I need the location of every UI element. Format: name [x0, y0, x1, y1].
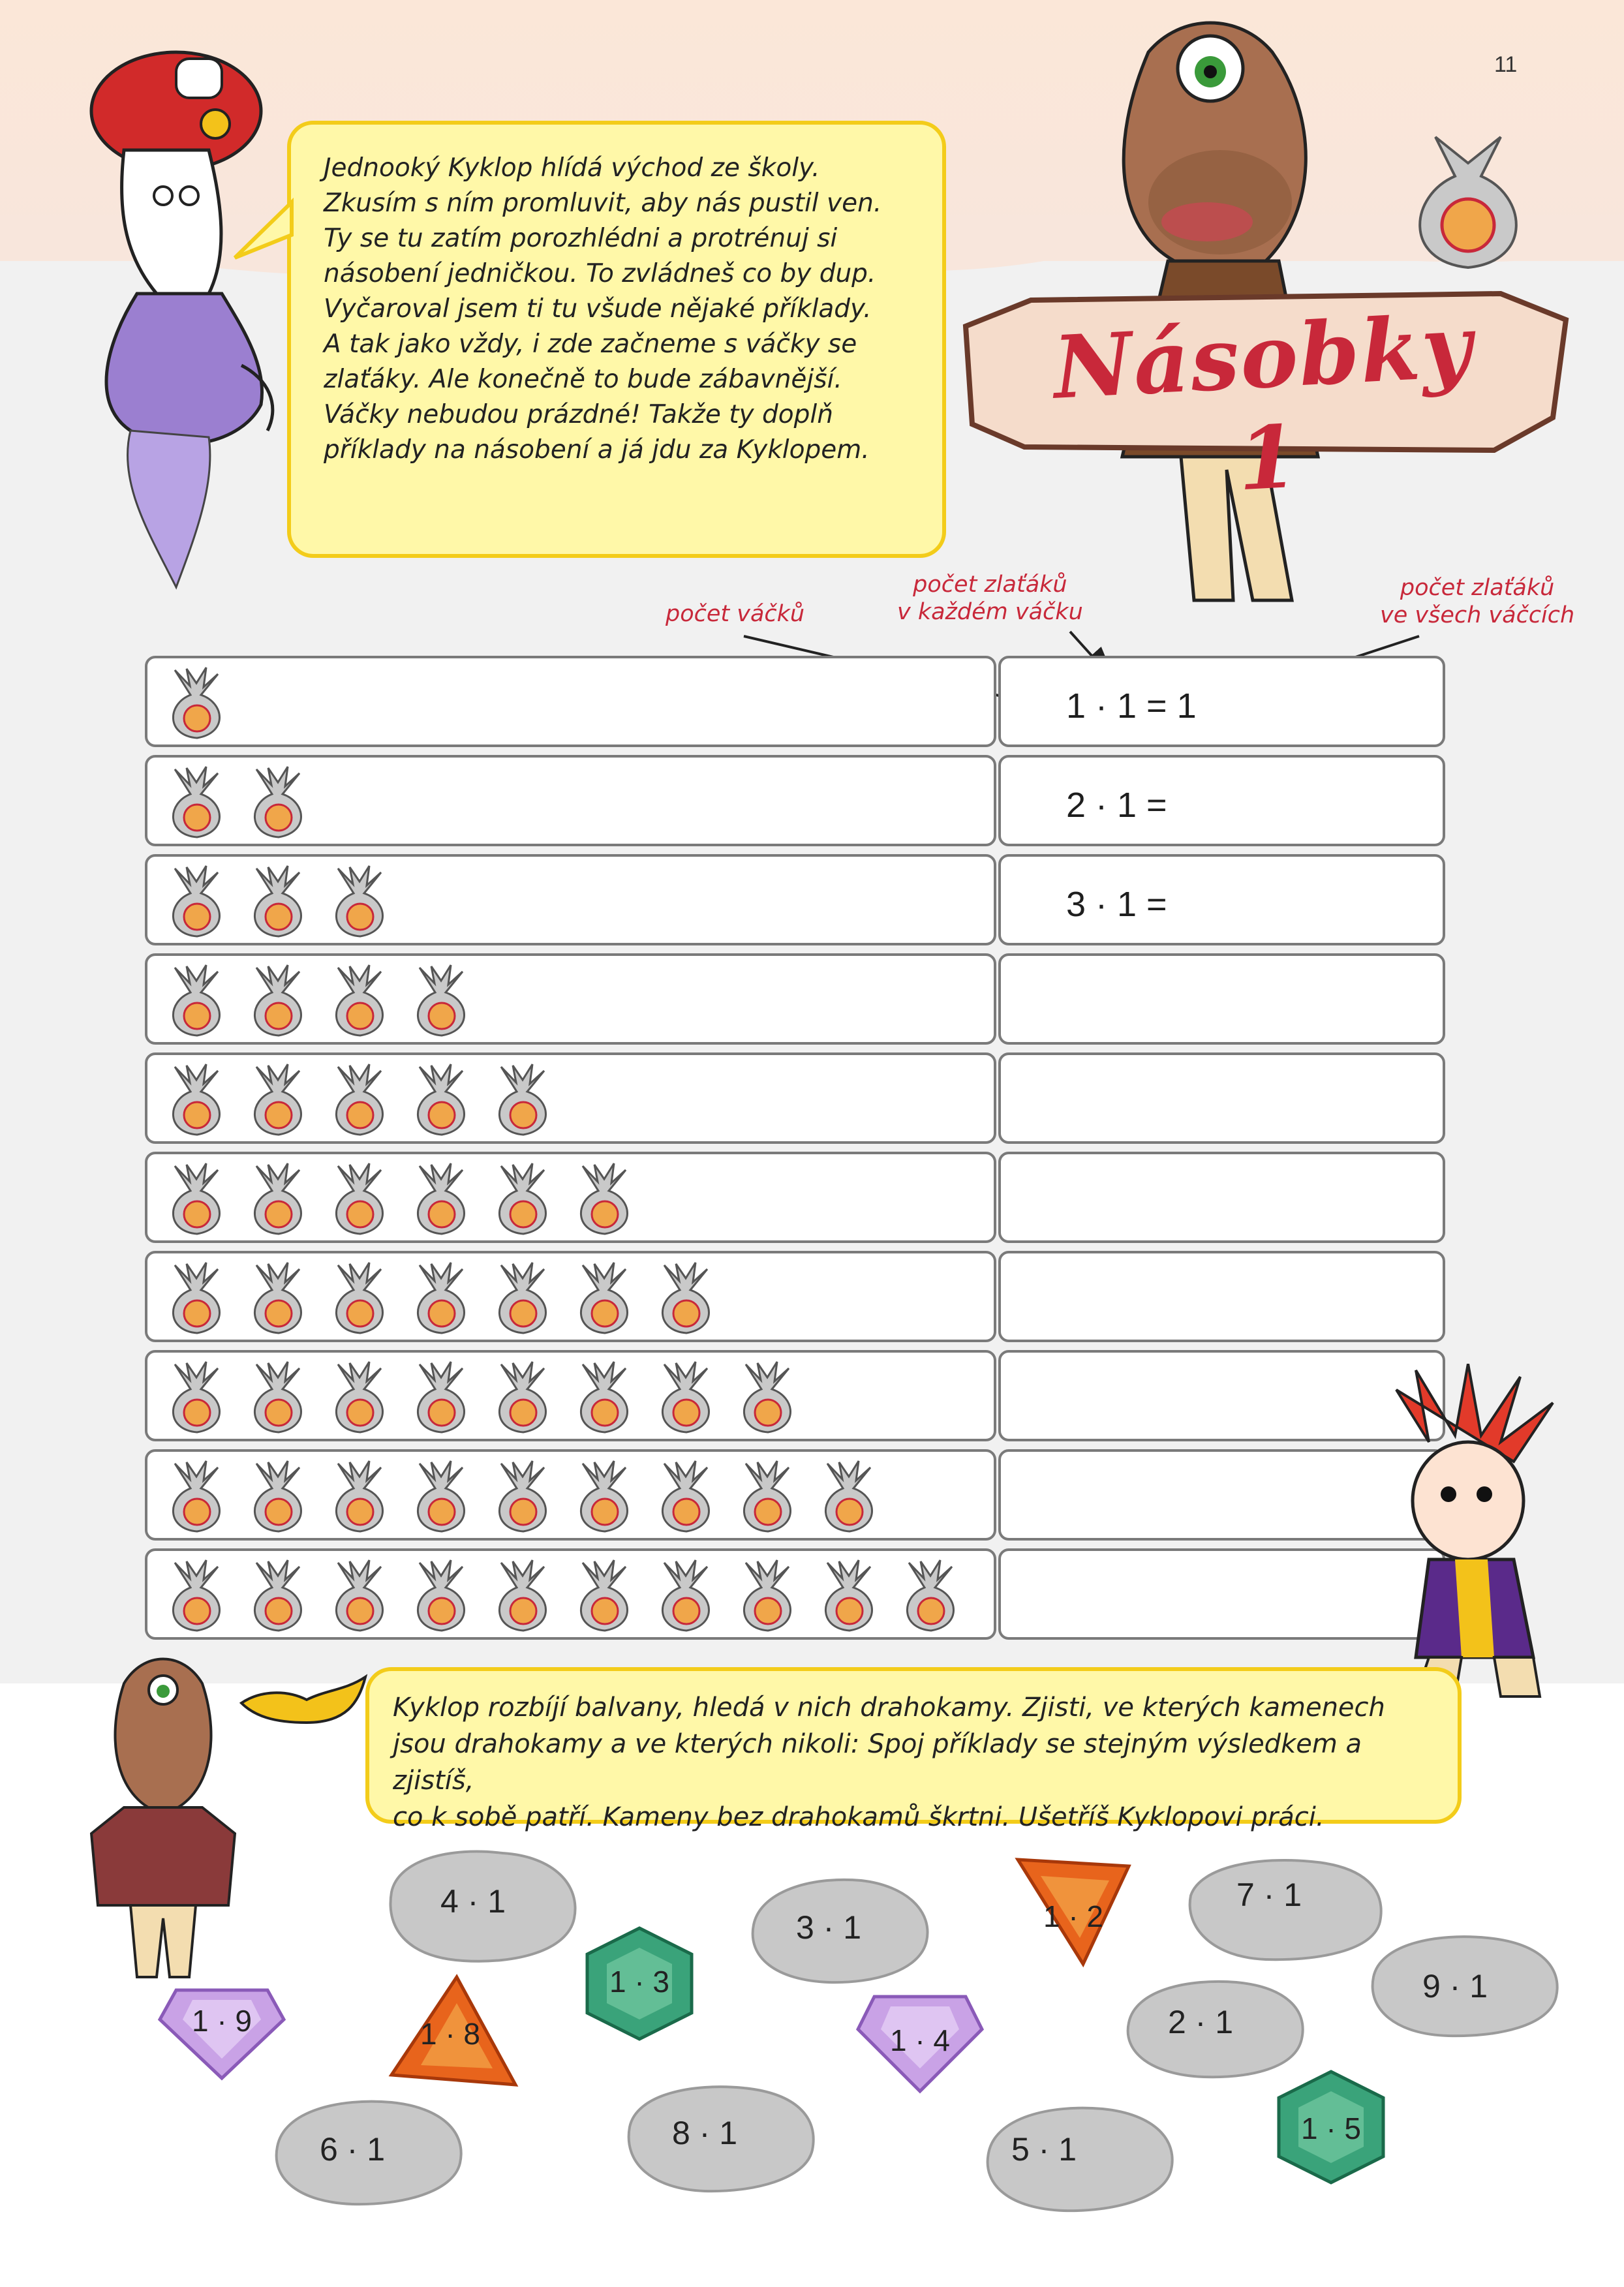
money-bag-icon: [405, 1458, 477, 1537]
money-bag-icon: [161, 764, 232, 842]
bag-row: [145, 1449, 996, 1541]
intro-line: Váčky nebudou prázdné! Takže ty doplň: [324, 400, 833, 429]
money-bag-icon: [487, 1558, 559, 1636]
bag-row: [145, 1350, 996, 1441]
bag-row: [145, 854, 996, 945]
answer-cell[interactable]: [998, 656, 1445, 747]
bag-row: [145, 1251, 996, 1342]
money-bag-icon: [161, 1062, 232, 1140]
answer-cell[interactable]: [998, 1251, 1445, 1342]
money-bag-icon: [242, 962, 314, 1041]
answer-cell[interactable]: [998, 854, 1445, 945]
money-bag-icon: [324, 1161, 395, 1239]
money-bag-icon: [487, 1359, 559, 1437]
gem-label-1x8: 1 · 8: [420, 2017, 481, 2051]
answer-cell[interactable]: [998, 1152, 1445, 1243]
stone-label-3x1: 3 · 1: [795, 1909, 862, 1946]
small-cyclops-illustration: [65, 1644, 261, 1984]
money-bag-icon: [161, 962, 232, 1041]
boy-illustration: [1344, 1364, 1605, 1703]
money-bag-icon: [487, 1062, 559, 1140]
money-bag-icon: [650, 1260, 722, 1338]
money-bag-icon: [242, 1260, 314, 1338]
equation-text: 2 · 1 =: [1066, 786, 1167, 825]
intro-line: Vyčaroval jsem ti tu všude nějaké příklady.: [324, 294, 872, 324]
gem-label-1x3: 1 · 3: [609, 1965, 670, 1999]
page-title: Násobky 1: [1050, 296, 1476, 511]
bag-row: [145, 953, 996, 1045]
gem-label-1x5: 1 · 5: [1300, 2111, 1362, 2145]
money-bag-icon: [324, 1062, 395, 1140]
money-bag-icon: [731, 1359, 803, 1437]
money-bag-icon: [405, 1359, 477, 1437]
stone-label-2x1: 2 · 1: [1167, 2004, 1234, 2040]
money-bag-icon: [405, 1260, 477, 1338]
money-bag-icon: [161, 1458, 232, 1537]
gem-label-1x9: 1 · 9: [191, 2004, 253, 2038]
stone-label-7x1: 7 · 1: [1236, 1877, 1302, 1913]
stone-label-8x1: 8 · 1: [671, 2115, 738, 2151]
label-coins-per-bag-line: počet zlaťáků: [913, 572, 1067, 598]
money-bag-icon: [487, 1161, 559, 1239]
money-bag-icon: [813, 1558, 885, 1636]
money-bag-icon: [487, 1260, 559, 1338]
bag-row: [145, 1152, 996, 1243]
gem-label-1x4: 1 · 4: [889, 2023, 951, 2057]
label-coins-per-bag-line: v každém váčku: [897, 599, 1083, 625]
stone-label-4x1: 4 · 1: [440, 1883, 506, 1920]
money-bag-icon: [242, 863, 314, 942]
money-bag-icon: [813, 1458, 885, 1537]
equation-text: 1 · 1 = 1: [1066, 686, 1197, 726]
stone-label-5x1: 5 · 1: [1011, 2131, 1077, 2168]
money-bag-icon: [895, 1558, 966, 1636]
money-bag-icon: [650, 1359, 722, 1437]
money-bag-icon: [405, 962, 477, 1041]
task-line: co k sobě patří. Kameny bez drahokamů škrtni. Ušetříš Kyklopovi práci.: [393, 1802, 1325, 1832]
money-bag-icon: [731, 1558, 803, 1636]
money-bag-icon: [242, 1458, 314, 1537]
money-bag-icon: [405, 1161, 477, 1239]
bag-row: [145, 656, 996, 747]
money-bag-icon: [568, 1260, 640, 1338]
bag-row: [145, 1052, 996, 1144]
money-bag-icon: [242, 1062, 314, 1140]
magic-lamp-icon: [235, 1664, 372, 1736]
intro-line: příklady na násobení a já jdu za Kyklopem.: [324, 435, 870, 465]
money-bag-icon: [242, 764, 314, 842]
money-bag-icon: [487, 1458, 559, 1537]
gem-label-1x2: 1 · 2: [1043, 1899, 1104, 1933]
money-bag-icon: [324, 1458, 395, 1537]
answer-cell[interactable]: [998, 953, 1445, 1045]
intro-line: násobení jedničkou. To zvládneš co by dup.: [324, 259, 876, 288]
intro-line: zlaťáky. Ale konečně to bude zábavnější.: [324, 365, 842, 394]
money-bag-icon: [731, 1458, 803, 1537]
money-bag-icon: [650, 1558, 722, 1636]
page-number: 11: [1494, 52, 1518, 77]
answer-cell[interactable]: [998, 1052, 1445, 1144]
money-bag-icon: [242, 1558, 314, 1636]
money-bag-icon: [324, 962, 395, 1041]
label-coins-total-line: ve všech váčcích: [1380, 602, 1575, 628]
intro-line: Zkusím s ním promluvit, aby nás pustil ven.: [324, 189, 882, 218]
money-bag-icon: [568, 1558, 640, 1636]
money-bag-icon: [242, 1359, 314, 1437]
intro-line: Ty se tu zatím porozhlédni a protrénuj si: [324, 224, 838, 253]
money-bag-icon: [324, 863, 395, 942]
money-bag-icon: [405, 1558, 477, 1636]
money-bag-icon: [405, 1062, 477, 1140]
intro-line: Jednooký Kyklop hlídá východ ze školy.: [324, 153, 820, 183]
money-bag-icon: [324, 1558, 395, 1636]
label-coins-total-line: počet zlaťáků: [1400, 575, 1555, 601]
answer-cell[interactable]: [998, 755, 1445, 846]
task-line: jsou drahokamy a ve kterých nikoli: Spoj příklady se stejným výsledkem a zjistíš,: [393, 1729, 1362, 1796]
money-bag-icon: [161, 1260, 232, 1338]
money-bag-icon: [242, 1161, 314, 1239]
money-bag-icon: [161, 1359, 232, 1437]
money-bag-icon: [161, 1558, 232, 1636]
bag-row: [145, 755, 996, 846]
task-speech-bubble: [365, 1667, 1462, 1832]
task-line: Kyklop rozbíjí balvany, hledá v nich drahokamy. Zjisti, ve kterých kamenech: [393, 1693, 1385, 1723]
money-bag-icon: [324, 1260, 395, 1338]
stone-label-9x1: 9 · 1: [1422, 1968, 1488, 2004]
money-bag-icon: [568, 1161, 640, 1239]
intro-line: A tak jako vždy, i zde začneme s váčky se: [324, 330, 857, 359]
money-bag-icon: [161, 665, 232, 743]
money-bag-icon: [161, 863, 232, 942]
money-bag-icon: [568, 1359, 640, 1437]
stone-label-6x1: 6 · 1: [319, 2131, 386, 2168]
bag-row: [145, 1548, 996, 1640]
money-bag-icon: [324, 1359, 395, 1437]
money-bag-icon: [650, 1458, 722, 1537]
money-bag-icon: [161, 1161, 232, 1239]
label-bags-count: počet váčků: [666, 601, 805, 627]
equation-text: 3 · 1 =: [1066, 885, 1167, 924]
money-bag-icon: [568, 1458, 640, 1537]
